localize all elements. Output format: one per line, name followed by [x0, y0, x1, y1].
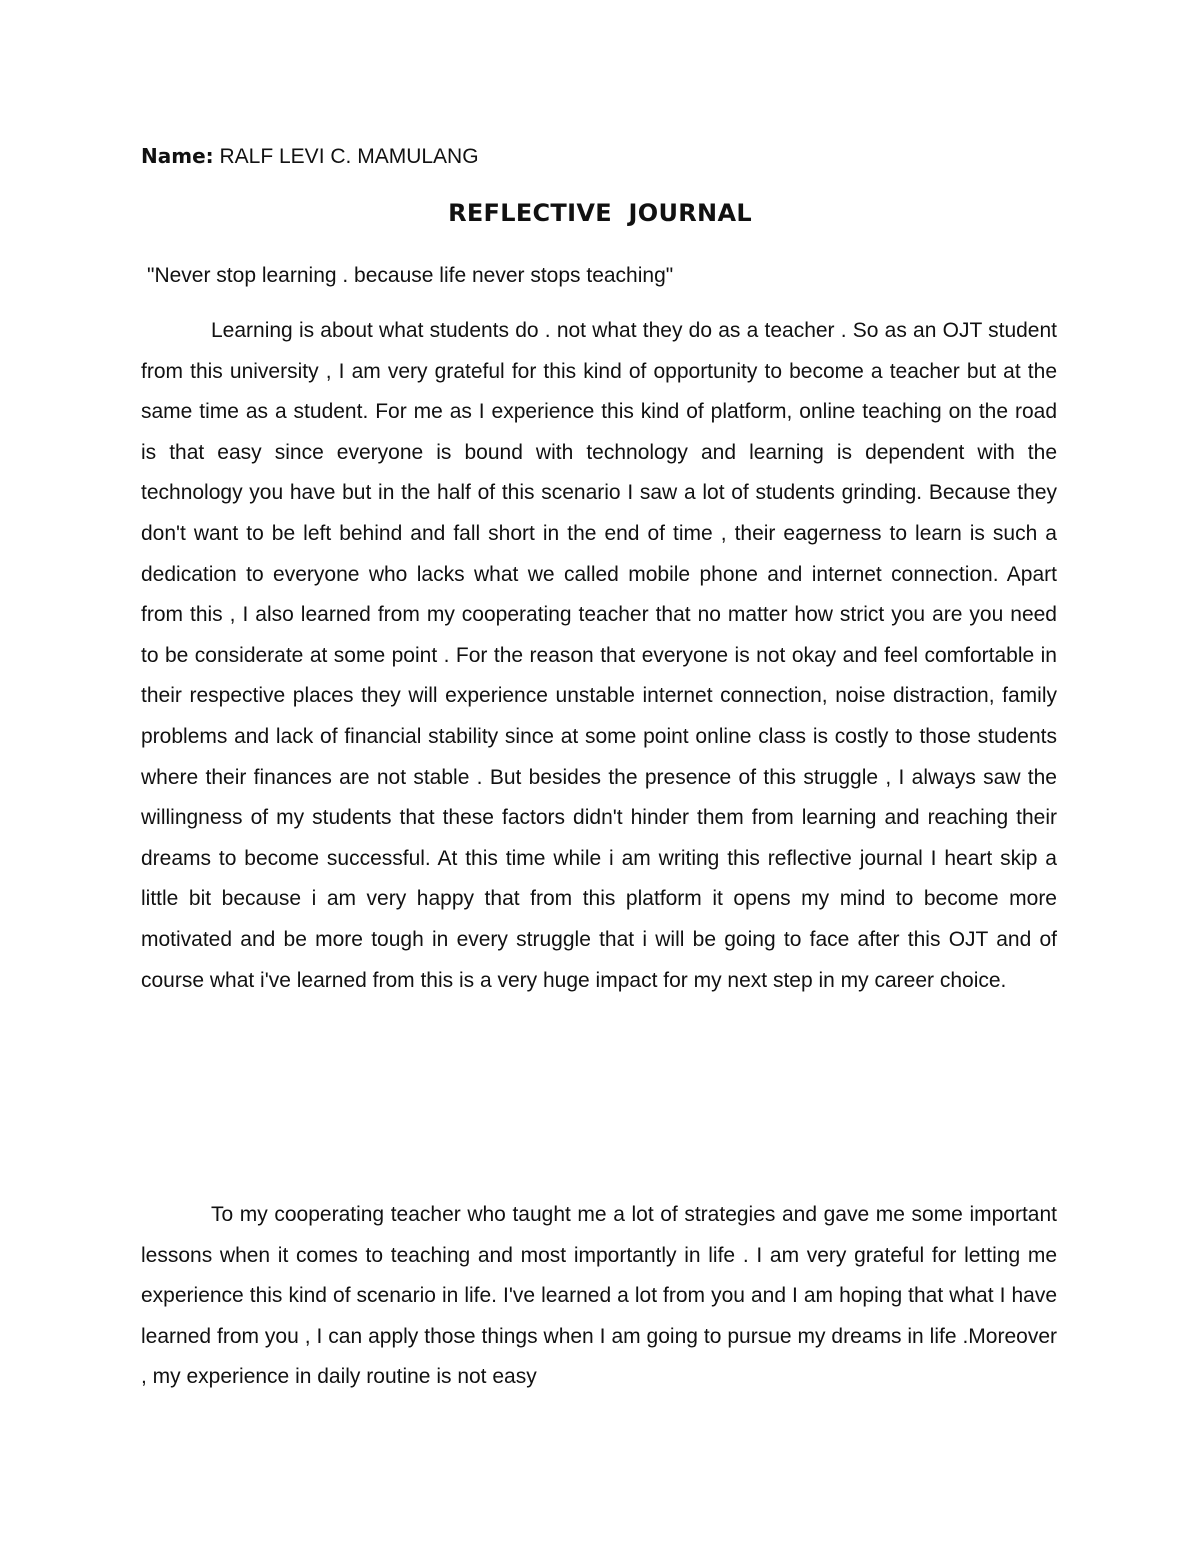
document-title: REFLECTIVE JOURNAL — [448, 199, 752, 227]
name-line — [141, 141, 479, 172]
opening-quote: "Never stop learning . because life never stops teaching" — [147, 264, 674, 287]
name-value: RALF LEVI C. MAMULANG — [219, 145, 479, 168]
body-paragraph: To my cooperating teacher who taught me a lot of strategies and gave me some important lessons when it comes to teaching and most importantly in life . I am very grateful for letting me experience this kind of scenario in life. I've learned a lot from you and I am hoping that what I have learned from you , I can apply those things when I am going to pursue my dreams in life .Moreover , my experience in daily routine is not easy — [141, 1203, 1057, 1389]
name-label: Name: — [141, 144, 214, 168]
body-paragraph: Learning is about what students do . not what they do as a teacher . So as an OJT student from this university , I am very grateful for this kind of opportunity to become a teacher but at the same time as a student. For me as I experience this kind of platform, online teaching on the road is that easy since everyone is bound with technology and learning is dependent with the technology you have but in the half of this scenario I saw a lot of students grinding. Because they don't want to be left behind and fall short in the end of time , their eagerness to learn is such a dedication to everyone who lacks what we called mobile phone and internet connection. Apart from this , I also learned from my cooperating teacher that no matter how strict you are you need to be considerate at some point . For the reason that everyone is not okay and feel comfortable in their respective places they will experience unstable internet connection, noise distraction, family problems and lack of financial stability since at some point online class is costly to those students where their finances are not stable . But besides the presence of this struggle , I always saw the willingness of my students that these factors didn't hinder them from learning and reaching their dreams to become successful. At this time while i am writing this reflective journal I heart skip a little bit because i am very happy that from this platform it opens my mind to become more motivated and be more tough in every struggle that i will be going to face after this OJT and of course what i've learned from this is a very huge impact for my next step in my career choice. — [141, 319, 1057, 992]
